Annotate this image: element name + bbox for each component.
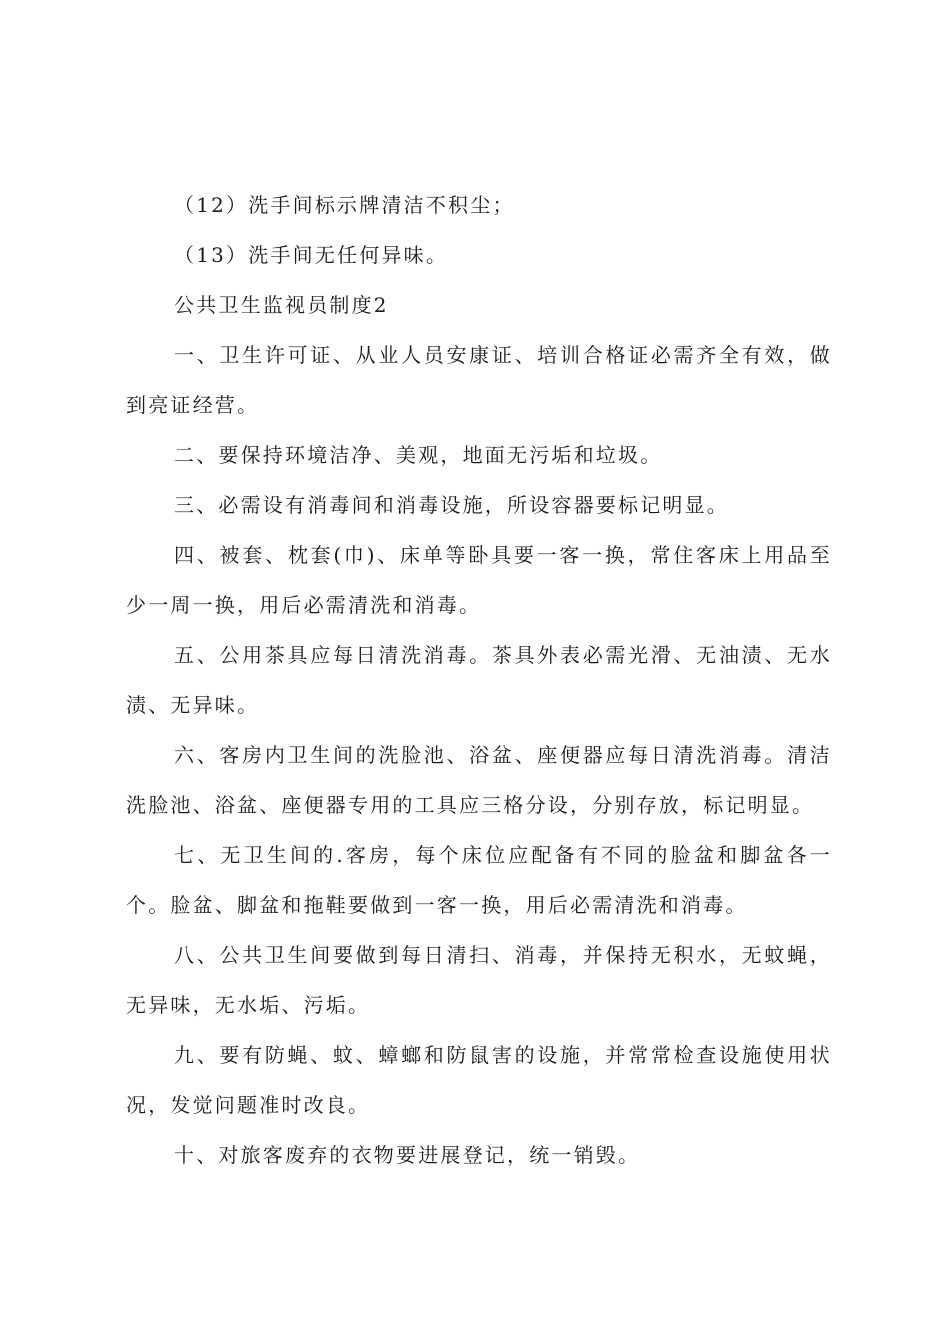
paragraph-2: 二、要保持环境洁净、美观，地面无污垢和垃圾。 xyxy=(174,443,663,467)
paragraph-1: 一、卫生许可证、从业人员安康证、培训合格证必需齐全有效，做到亮证经营。 xyxy=(126,343,832,417)
paragraph-8: 八、公共卫生间要做到每日清扫、消毒，并保持无积水，无蚊蝇，无异味，无水垢、污垢。 xyxy=(126,943,832,1017)
paragraph-3: 三、必需设有消毒间和消毒设施，所设容器要标记明显。 xyxy=(174,493,729,517)
paragraph-4: 四、被套、枕套(巾)、床单等卧具要一客一换，常住客床上用品至少一周一换，用后必需清洗和消毒。 xyxy=(126,543,832,617)
list-line-12: （12）洗手间标示牌清洁不积尘； xyxy=(174,193,515,217)
paragraph-10: 十、对旅客废弃的衣物要进展登记，统一销毁。 xyxy=(174,1143,641,1167)
paragraph-5: 五、公用茶具应每日清洗消毒。茶具外表必需光滑、无油渍、无水渍、无异味。 xyxy=(126,643,832,717)
paragraph-6: 六、客房内卫生间的洗脸池、浴盆、座便器应每日清洗消毒。清洁洗脸池、浴盆、座便器专用的工具应三格分设，分别存放，标记明显。 xyxy=(126,743,832,817)
section-title: 公共卫生监视员制度2 xyxy=(174,293,389,317)
paragraph-9: 九、要有防蝇、蚊、蟑螂和防鼠害的设施，并常常检查设施使用状况，发觉问题准时改良。 xyxy=(126,1043,832,1117)
list-line-13: （13）洗手间无任何异味。 xyxy=(174,243,449,267)
paragraph-7: 七、无卫生间的.客房，每个床位应配备有不同的脸盆和脚盆各一个。脸盆、脚盆和拖鞋要做到一客一换，用后必需清洗和消毒。 xyxy=(126,843,832,917)
